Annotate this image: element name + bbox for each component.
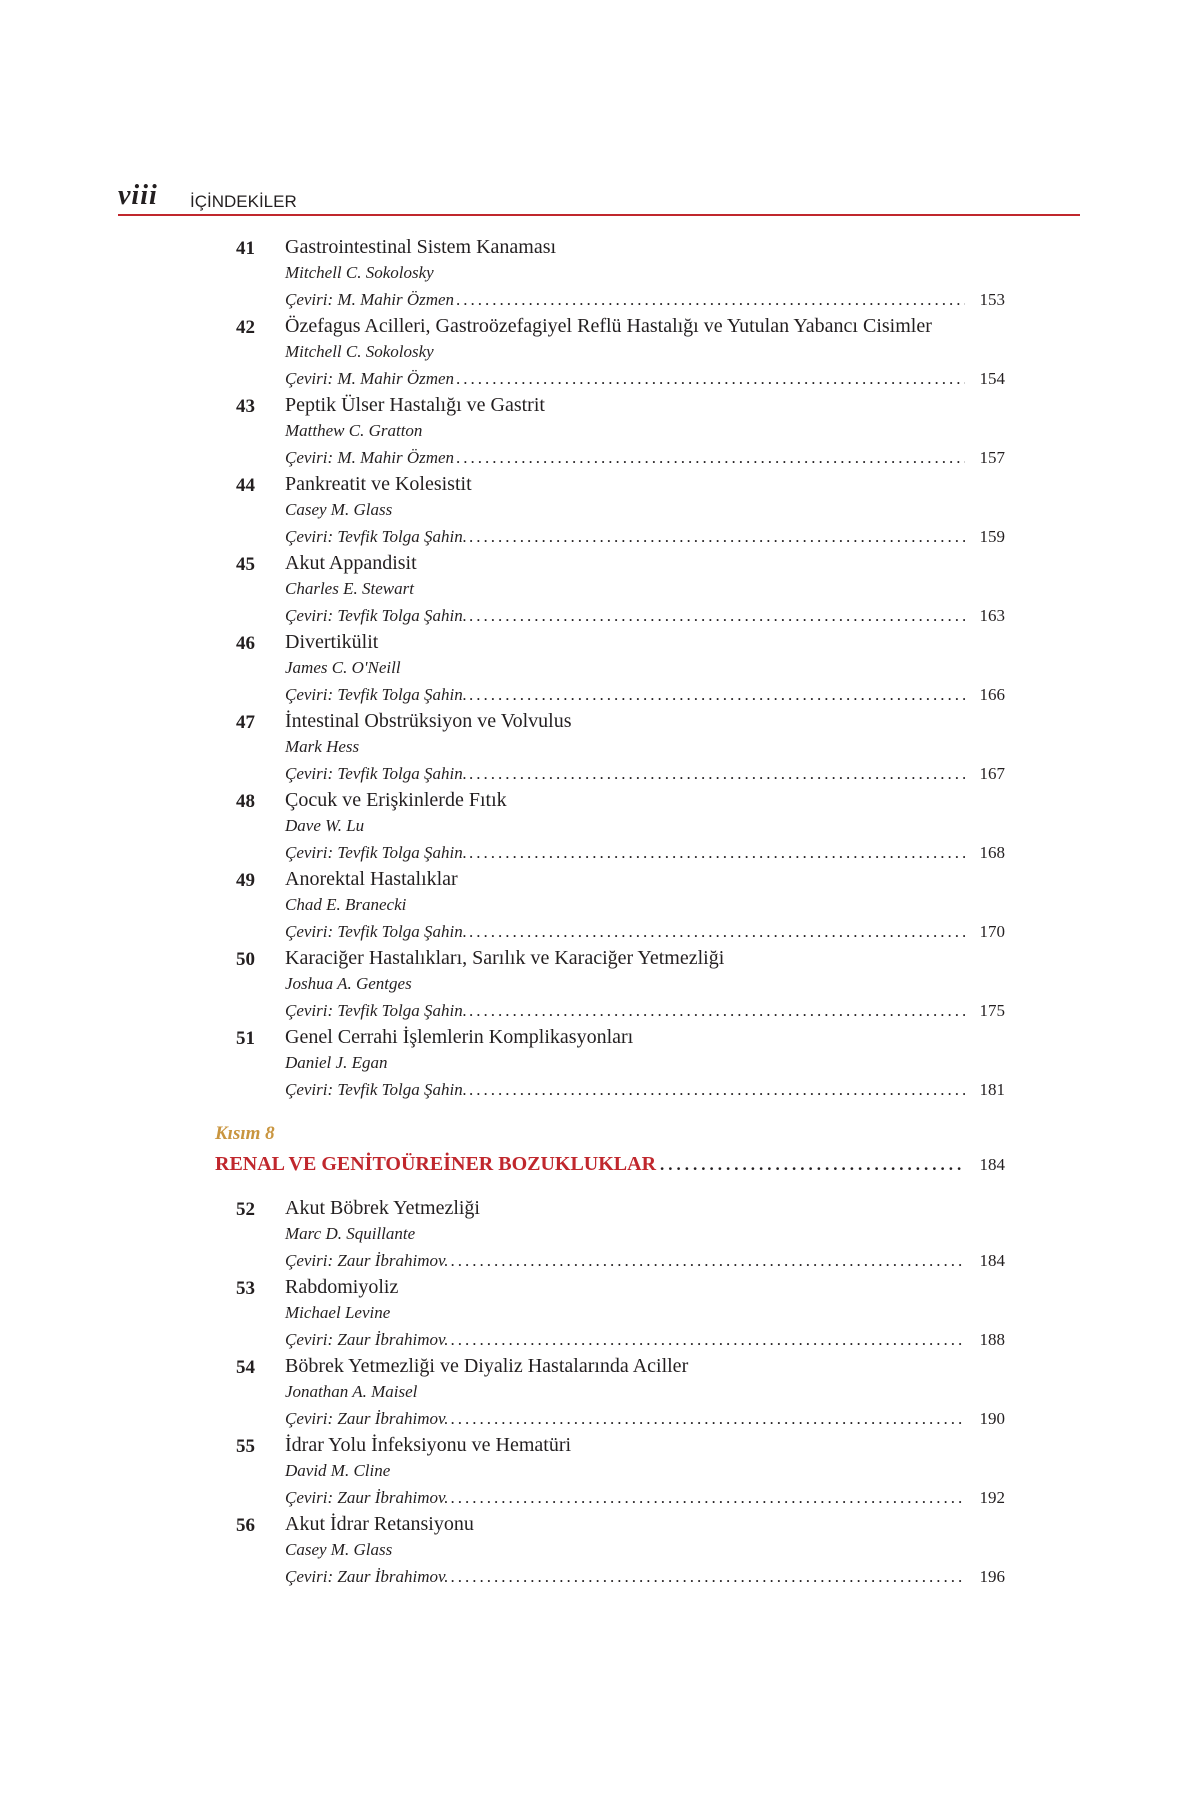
toc-entry [205, 1195, 1005, 1274]
translator-line [285, 286, 1005, 313]
page-ref: 192 [979, 1488, 1005, 1507]
toc-entry [205, 392, 1005, 471]
chapter-title[interactable]: Peptik Ülser Hastalığı ve Gastrit [285, 394, 545, 416]
leader-dots [449, 1405, 965, 1432]
page-ref: 184 [979, 1251, 1005, 1270]
page-ref: 163 [979, 606, 1005, 625]
toc-entry [205, 787, 1005, 866]
chapter-number: 45 [236, 554, 255, 575]
toc-entry [205, 313, 1005, 392]
chapter-number: 53 [236, 1278, 255, 1299]
translator-line [285, 1405, 1005, 1432]
translator: Çeviri: Zaur İbrahimov. [285, 1567, 449, 1586]
leader-dots [449, 1247, 965, 1274]
translator-line [285, 1326, 1005, 1353]
translator: Çeviri: Tevfik Tolga Şahin. [285, 685, 467, 704]
header-rule [118, 214, 1080, 216]
chapter-author: Mitchell C. Sokolosky [285, 263, 434, 282]
chapter-title[interactable]: İntestinal Obstrüksiyon ve Volvulus [285, 710, 572, 732]
chapter-author: Joshua A. Gentges [285, 974, 412, 993]
leader-dots [449, 1563, 965, 1590]
leader-dots [449, 1484, 965, 1511]
toc-entry [205, 866, 1005, 945]
page-ref: 168 [979, 843, 1005, 862]
toc-entry [205, 550, 1005, 629]
leader-dots [467, 681, 965, 708]
translator: Çeviri: Tevfik Tolga Şahin. [285, 764, 467, 783]
translator-line [285, 760, 1005, 787]
chapter-author: Casey M. Glass [285, 500, 393, 519]
page-ref: 157 [979, 448, 1005, 467]
translator: Çeviri: M. Mahir Özmen [285, 448, 455, 467]
chapter-title[interactable]: Genel Cerrahi İşlemlerin Komplikasyonları [285, 1026, 634, 1048]
part-label: Kısım 8 [215, 1123, 275, 1144]
chapter-title[interactable]: Özefagus Acilleri, Gastroözefagiyel Reflü Hastalığı ve Yutulan Yabancı Cisimler [285, 315, 932, 337]
translator: Çeviri: M. Mahir Özmen [285, 369, 455, 388]
leader-dots [454, 444, 965, 471]
chapter-author: Daniel J. Egan [285, 1053, 388, 1072]
leader-dots [454, 286, 965, 313]
chapter-number: 46 [236, 633, 255, 654]
chapter-title[interactable]: Akut İdrar Retansiyonu [285, 1513, 474, 1535]
leader-dots [467, 997, 965, 1024]
toc-entry [205, 629, 1005, 708]
chapter-title[interactable]: Divertikülit [285, 631, 379, 653]
chapter-title[interactable]: Rabdomiyoliz [285, 1276, 399, 1298]
translator-line [285, 365, 1005, 392]
translator-line [285, 523, 1005, 550]
chapter-author: Casey M. Glass [285, 1540, 393, 1559]
chapter-number: 55 [236, 1436, 255, 1457]
chapter-title[interactable]: Akut Appandisit [285, 552, 417, 574]
chapter-author: Mitchell C. Sokolosky [285, 342, 434, 361]
translator-line [285, 1247, 1005, 1274]
page-header [118, 180, 1080, 216]
leader-dots [467, 523, 965, 550]
page-ref: 196 [979, 1567, 1005, 1586]
running-title: İÇİNDEKİLER [190, 192, 297, 211]
toc-entry [205, 471, 1005, 550]
part-title-line [215, 1149, 1005, 1179]
page-ref: 154 [979, 369, 1005, 388]
translator-line [285, 1076, 1005, 1103]
translator-line [285, 1563, 1005, 1590]
page-ref: 159 [979, 527, 1005, 546]
chapter-title[interactable]: Böbrek Yetmezliği ve Diyaliz Hastalarında Aciller [285, 1355, 689, 1377]
chapter-number: 50 [236, 949, 255, 970]
chapter-author: Chad E. Branecki [285, 895, 407, 914]
toc-entry [205, 1353, 1005, 1432]
chapter-title[interactable]: Gastrointestinal Sistem Kanaması [285, 236, 557, 258]
part-title: RENAL VE GENİTOÜREİNER BOZUKLUKLAR [215, 1153, 657, 1175]
page-ref: 170 [979, 922, 1005, 941]
page-ref: 167 [979, 764, 1005, 783]
page-ref: 175 [979, 1001, 1005, 1020]
toc-group-renal [205, 1195, 1005, 1590]
page-ref: 153 [979, 290, 1005, 309]
chapter-author: James C. O'Neill [285, 658, 401, 677]
translator-line [285, 997, 1005, 1024]
chapter-title[interactable]: Karaciğer Hastalıkları, Sarılık ve Karaciğer Yetmezliği [285, 947, 725, 969]
part-page: 184 [979, 1155, 1005, 1174]
chapter-author: Jonathan A. Maisel [285, 1382, 418, 1401]
leader-dots [454, 365, 965, 392]
leader-dots [467, 760, 965, 787]
translator: Çeviri: Tevfik Tolga Şahin. [285, 527, 467, 546]
chapter-number: 41 [236, 238, 255, 259]
translator: Çeviri: Zaur İbrahimov. [285, 1409, 449, 1428]
translator-line [285, 602, 1005, 629]
chapter-number: 47 [236, 712, 255, 733]
translator: Çeviri: M. Mahir Özmen [285, 290, 455, 309]
leader-dots [467, 918, 965, 945]
leader-dots [467, 602, 965, 629]
chapter-author: Michael Levine [285, 1303, 391, 1322]
chapter-number: 54 [236, 1357, 255, 1378]
toc-entry [205, 708, 1005, 787]
translator: Çeviri: Tevfik Tolga Şahin. [285, 1080, 467, 1099]
chapter-number: 56 [236, 1515, 255, 1536]
translator: Çeviri: Tevfik Tolga Şahin. [285, 1001, 467, 1020]
chapter-number: 44 [236, 475, 255, 496]
translator: Çeviri: Zaur İbrahimov. [285, 1488, 449, 1507]
page-ref: 166 [979, 685, 1005, 704]
toc-entry [205, 945, 1005, 1024]
translator-line [285, 918, 1005, 945]
translator: Çeviri: Tevfik Tolga Şahin. [285, 843, 467, 862]
chapter-title[interactable]: İdrar Yolu İnfeksiyonu ve Hematüri [285, 1434, 572, 1456]
leader-dots [467, 839, 965, 866]
chapter-author: David M. Cline [285, 1461, 391, 1480]
chapter-number: 52 [236, 1199, 255, 1220]
chapter-number: 42 [236, 317, 255, 338]
page-ref: 188 [979, 1330, 1005, 1349]
chapter-author: Matthew C. Gratton [285, 421, 423, 440]
translator: Çeviri: Zaur İbrahimov. [285, 1330, 449, 1349]
toc-entry [205, 1024, 1005, 1103]
translator-line [285, 1484, 1005, 1511]
translator: Çeviri: Zaur İbrahimov. [285, 1251, 449, 1270]
translator: Çeviri: Tevfik Tolga Şahin. [285, 922, 467, 941]
translator-line [285, 681, 1005, 708]
translator-line [285, 839, 1005, 866]
page-ref: 190 [979, 1409, 1005, 1428]
chapter-number: 49 [236, 870, 255, 891]
toc-group-gastro [205, 234, 1005, 1103]
toc-entry [205, 1274, 1005, 1353]
leader-dots [467, 1076, 965, 1103]
chapter-title[interactable]: Pankreatit ve Kolesistit [285, 473, 472, 495]
chapter-number: 43 [236, 396, 255, 417]
leader-dots [656, 1150, 965, 1180]
translator-line [285, 444, 1005, 471]
chapter-number: 51 [236, 1028, 255, 1049]
chapter-author: Dave W. Lu [285, 816, 365, 835]
toc-entry [205, 1511, 1005, 1590]
chapter-title[interactable]: Anorektal Hastalıklar [285, 868, 458, 890]
toc-entry [205, 234, 1005, 313]
chapter-author: Mark Hess [285, 737, 360, 756]
chapter-title[interactable]: Akut Böbrek Yetmezliği [285, 1197, 480, 1219]
table-of-contents [205, 234, 1005, 1590]
leader-dots [449, 1326, 965, 1353]
chapter-title[interactable]: Çocuk ve Erişkinlerde Fıtık [285, 789, 507, 811]
toc-entry [205, 1432, 1005, 1511]
chapter-author: Charles E. Stewart [285, 579, 414, 598]
translator: Çeviri: Tevfik Tolga Şahin. [285, 606, 467, 625]
chapter-number: 48 [236, 791, 255, 812]
page-ref: 181 [979, 1080, 1005, 1099]
part-heading [205, 1119, 1005, 1179]
chapter-author: Marc D. Squillante [285, 1224, 416, 1243]
page-number: viii [118, 180, 158, 211]
